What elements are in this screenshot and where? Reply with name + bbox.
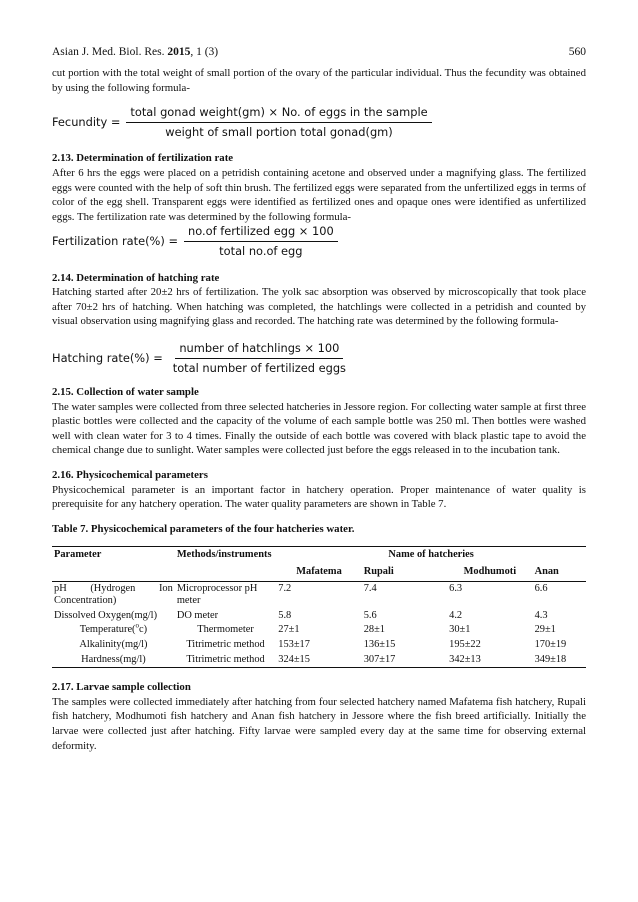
column-group-hatcheries: Name of hatcheries [388, 549, 474, 561]
formula-fraction [169, 341, 350, 375]
table-cell-parameter: Dissolved Oxygen(mg/l) [54, 609, 158, 621]
section-text: Physicochemical parameter is an important factor in hatchery operation. Proper maintenance of water quality is prerequisite for any hatchery operation. The water quality parameters are shown in Table 7. [52, 483, 586, 511]
formula-denominator: total number of fertilized eggs [172, 360, 346, 375]
table-cell-value: 5.6 [363, 609, 377, 621]
table-caption: Table 7. Physicochemical parameters of the four hatcheries water. [52, 522, 355, 535]
section-text: The water samples were collected from three selected hatcheries in Jessore region. For collecting water sample at first three plastic bottles were collected and the capacity of the volume of each sample bottle was 250 ml. Then bottles were washed well with clean water for 3 to 4 times. Finally the outside of each bottle was covered with black plastic tape to avoid the chemical change due to sunlight. Water samples were collected just before the eggs released in to the incubation tank. [52, 400, 586, 457]
formula-fraction [126, 105, 431, 139]
table-cell-method: Titrimetric method [186, 639, 265, 650]
formula-numerator: number of hatchlings × 100 [175, 341, 343, 359]
table-subheader-row [52, 564, 586, 581]
table-row [52, 581, 586, 609]
table-cell-value: 6.3 [449, 582, 463, 594]
column-header-methods: Methods/instruments [176, 549, 272, 561]
table-cell-parameter: Temperature($^o$c) [79, 621, 148, 636]
table-cell-value: 28±1 [363, 624, 385, 636]
section-text: The samples were collected immediately after hatching from four selected hatchery named Mafatema fish hatchery, Rupali fish hatchery, Modhumoti fish hatchery and Anan fish hatchery in Jessore where the fish breed artificially. Initially the larvae were collected just after hatching. Fifty larvae were sampled every day at the same time for observing external deformity. [52, 695, 586, 752]
fecundity-formula [52, 105, 586, 139]
section-text: Hatching started after 20±2 hrs of fertilization. The yolk sac absorption was observed by microscopically that took place after 70±2 hrs of hatching. When hatching was completed, the hatchlings were collected in a petridish and counted by visual observation using magnifying glass and recorded. The hatching rate was determined by the following formula- [52, 286, 586, 328]
section-heading: 2.14. Determination of hatching rate [52, 271, 220, 284]
table-cell-value: 307±17 [363, 653, 396, 665]
column-header-hatchery: Anan [534, 566, 559, 578]
formula-numerator: no.of fertilized egg × 100 [184, 224, 338, 242]
journal-citation: Asian J. Med. Biol. Res. 2015, 1 (3) [52, 46, 219, 58]
section-heading: 2.15. Collection of water sample [52, 386, 199, 399]
table-cell-method: DO meter [176, 609, 219, 621]
table-cell-value: 7.4 [363, 582, 377, 594]
intro-paragraph: cut portion with the total weight of small portion of the ovary of the particular individual. Thus the fecundity was obtained by using the following formula- [52, 67, 586, 94]
table-cell-parameter: Alkalinity(mg/l) [79, 639, 148, 650]
table-cell-method: Thermometer [197, 624, 254, 636]
table-row [52, 623, 586, 638]
table-cell-value: 6.6 [534, 582, 548, 594]
fertilization-formula [52, 224, 586, 258]
table-cell-value: 136±15 [363, 639, 396, 650]
table-row [52, 609, 586, 624]
table-cell-method: Titrimetric method [186, 653, 265, 665]
table-row [52, 638, 586, 653]
table-cell-value: 5.8 [278, 609, 292, 621]
table-header-row [52, 547, 586, 564]
table-row [52, 653, 586, 668]
table-cell-value: 30±1 [449, 624, 471, 636]
column-header-hatchery: Modhumoti [463, 566, 517, 578]
column-header-hatchery: Mafatema [296, 566, 342, 578]
section-heading: 2.13. Determination of fertilization rate [52, 152, 234, 165]
formula-denominator: total no.of egg [219, 243, 303, 258]
table-cell-value: 324±15 [278, 653, 310, 665]
table-cell-method: Microprocessor pH meter [176, 582, 258, 607]
formula-fraction [184, 224, 338, 258]
table-cell-value: 342±13 [449, 653, 481, 665]
section-text: After 6 hrs the eggs were placed on a petridish containing acetone and observed under a magnifying glass. The fertilized eggs were counted with the help of soft thin brush. The fertilized eggs were separated from the unfertilized eggs in terms of color of the egg shell. Transparent eggs were identified as fertilized ones and opaque ones were identified as unfertilized eggs. The fertilization rate was determined by the following formula- [52, 166, 586, 223]
table-cell-value: 4.2 [449, 609, 463, 621]
formula-lhs: Fecundity = [52, 114, 121, 129]
column-header-parameter: Parameter [54, 549, 102, 561]
column-header-hatchery: Rupali [363, 566, 394, 578]
formula-lhs: Fertilization rate(%) = [52, 234, 178, 249]
section-heading: 2.17. Larvae sample collection [52, 681, 191, 694]
table-cell-value: 7.2 [278, 582, 292, 594]
table-cell-value: 4.3 [534, 609, 548, 621]
table-cell-value: 27±1 [278, 624, 300, 636]
section-heading: 2.16. Physicochemical parameters [52, 469, 208, 482]
formula-numerator: total gonad weight(gm) × No. of eggs in the sample [126, 105, 431, 123]
table-cell-parameter: Hardness(mg/l) [81, 653, 146, 665]
table-cell-value: 29±1 [534, 624, 556, 636]
formula-lhs: Hatching rate(%) = [52, 350, 163, 365]
formula-denominator: weight of small portion total gonad(gm) [165, 124, 393, 139]
table-cell-parameter: pH (Hydrogen Ion Concentration) [54, 582, 173, 607]
table-cell-value: 153±17 [278, 639, 310, 650]
physicochemical-table [52, 546, 586, 668]
running-header [52, 46, 586, 58]
page-number: 560 [568, 46, 586, 58]
table-cell-value: 349±18 [534, 653, 567, 665]
body-content [52, 66, 586, 753]
hatching-formula [52, 341, 586, 375]
table-cell-value: 195±22 [449, 639, 481, 650]
table-cell-value: 170±19 [534, 639, 567, 650]
